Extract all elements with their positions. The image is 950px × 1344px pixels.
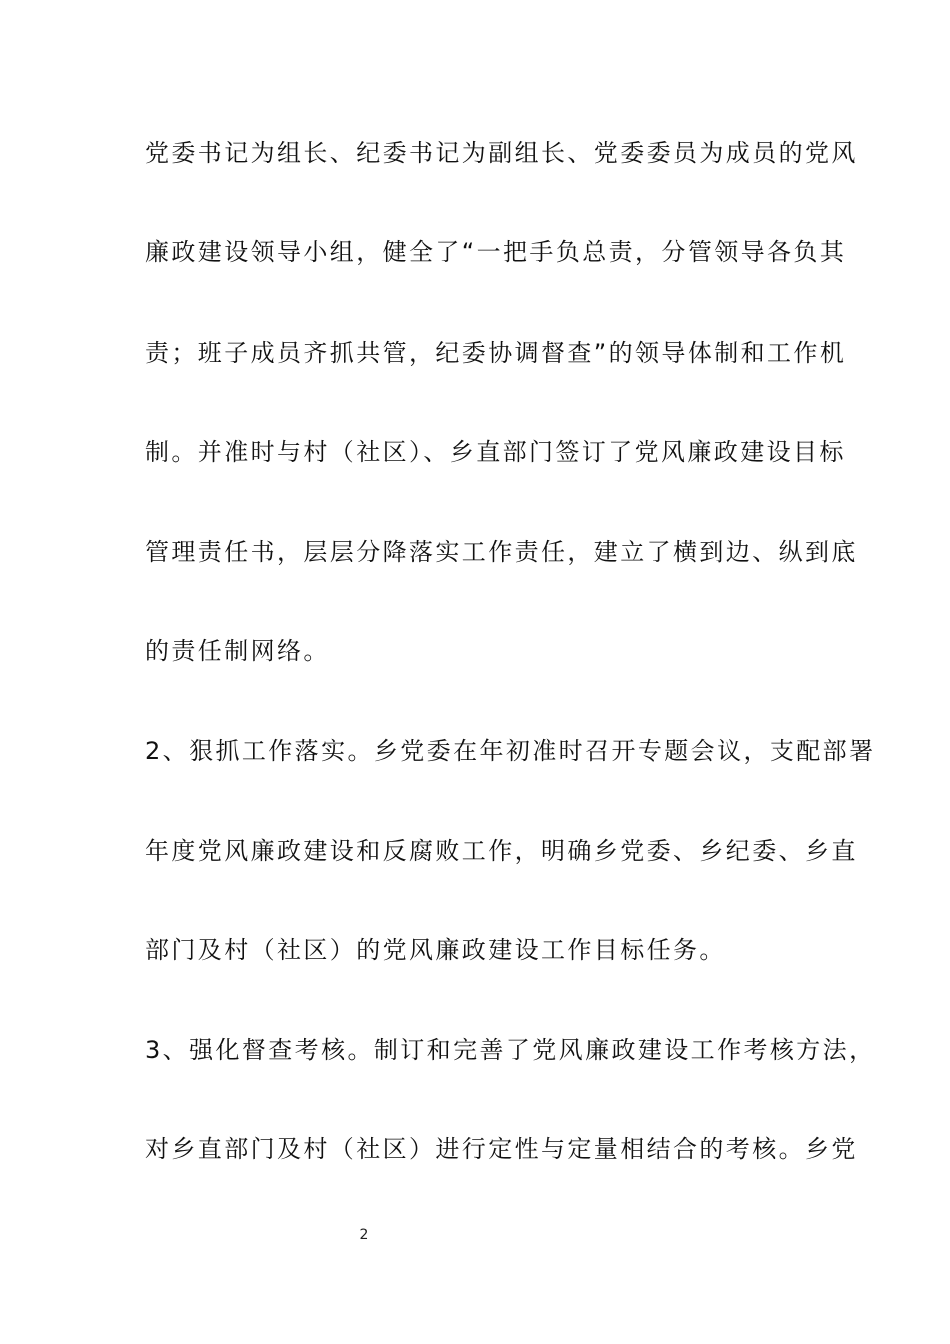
text-line: 党委书记为组长、纪委书记为副组长、党委委员为成员的党风 xyxy=(145,139,858,167)
text-line: 年度党风廉政建设和反腐败工作，明确乡党委、乡纪委、乡直 xyxy=(145,837,858,865)
text-line: 管理责任书，层层分降落实工作责任，建立了横到边、纵到底 xyxy=(145,538,858,566)
text-line: 3、强化督查考核。制订和完善了党风廉政建设工作考核方法， xyxy=(145,1036,876,1064)
text-line: 责；班子成员齐抓共管，纪委协调督查”的领导体制和工作机 xyxy=(145,339,847,367)
text-line: 2、狠抓工作落实。乡党委在年初准时召开专题会议，支配部署 xyxy=(145,737,876,765)
text-line: 对乡直部门及村（社区）进行定性与定量相结合的考核。乡党 xyxy=(145,1135,858,1163)
text-line: 的责任制网络。 xyxy=(145,637,330,665)
text-line: 廉政建设领导小组，健全了“一把手负总责，分管领导各负其 xyxy=(145,238,847,266)
text-line: 部门及村（社区）的党风廉政建设工作目标任务。 xyxy=(145,936,726,964)
page-number: 2 xyxy=(359,1227,369,1243)
text-line: 制。并准时与村（社区）、乡直部门签订了党风廉政建设目标 xyxy=(145,438,846,466)
